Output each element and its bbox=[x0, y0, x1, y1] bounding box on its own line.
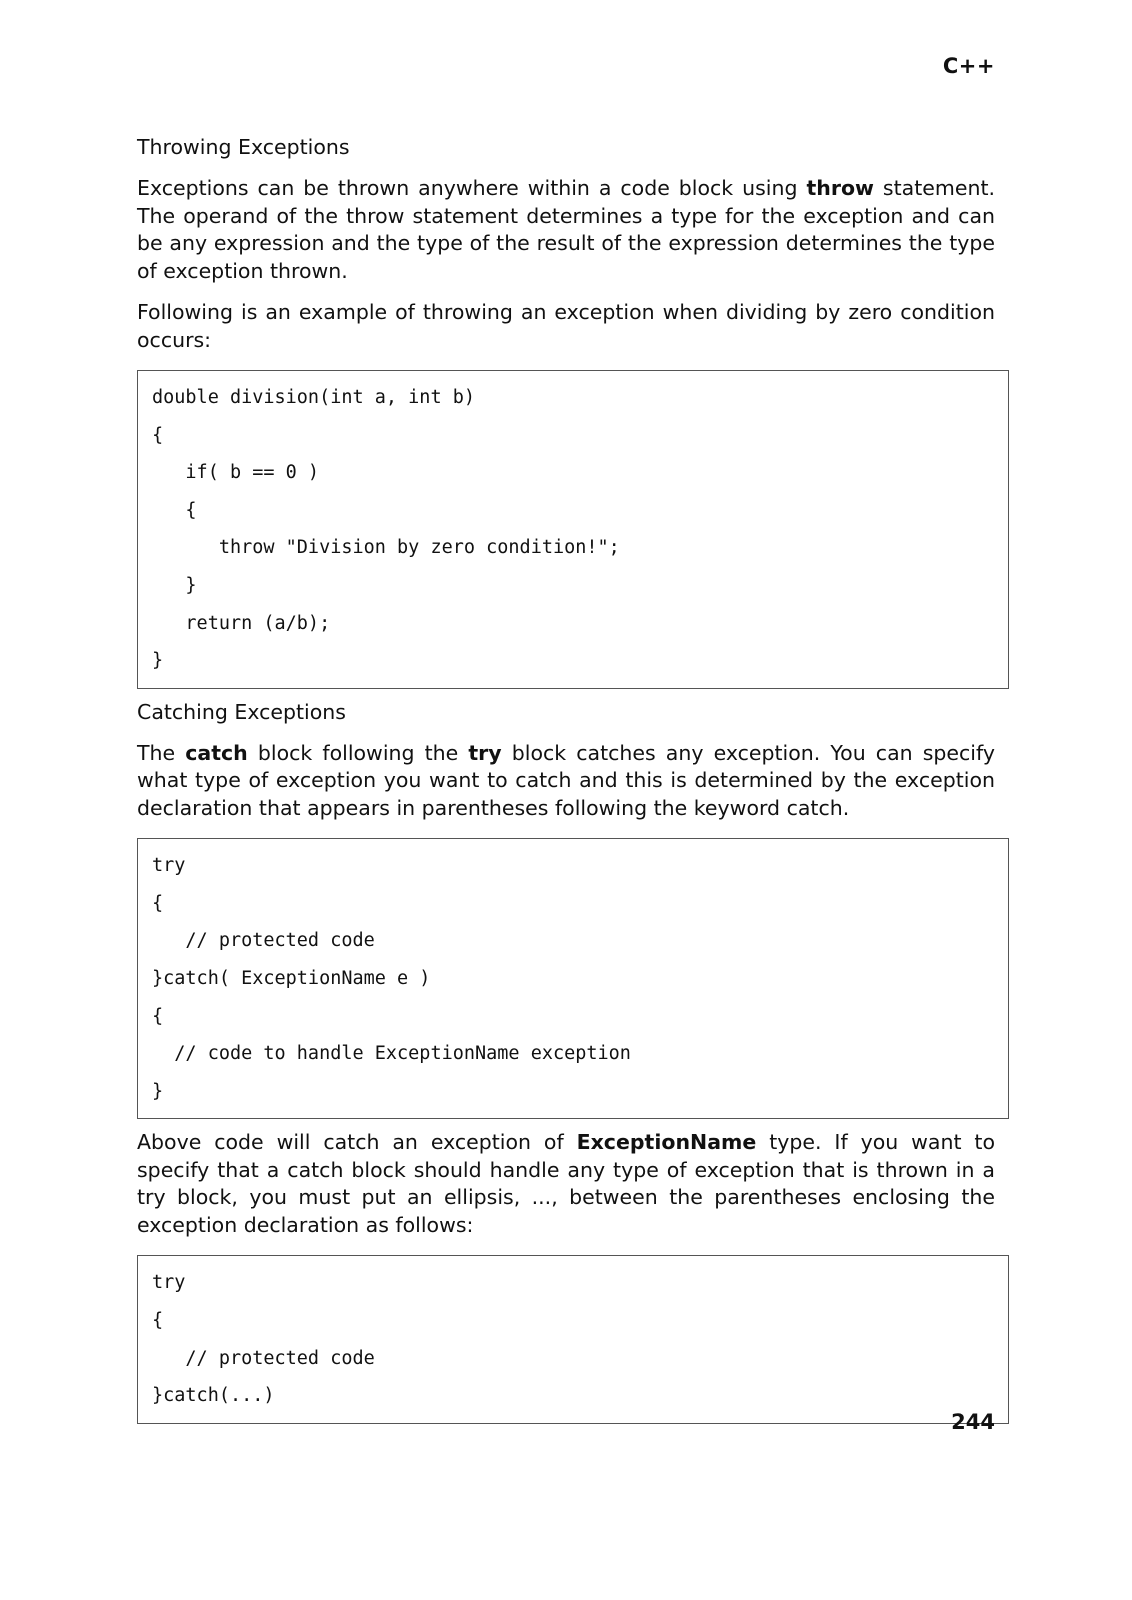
code-line: { bbox=[152, 424, 164, 446]
text-run: Exceptions can be thrown anywhere within a code block using bbox=[137, 176, 807, 200]
code-block-try-catch bbox=[137, 838, 1009, 1119]
code-line: { bbox=[152, 499, 197, 521]
text-run: type. If you want to specify that a catch block should handle any type of exception that is thrown in a try block, you must put an ellipsis, ..., between the parentheses enclosing the exception declaration as follows: bbox=[137, 1130, 995, 1237]
code-line: } bbox=[152, 1080, 164, 1102]
keyword-catch: catch bbox=[185, 740, 248, 765]
keyword-throw: throw bbox=[806, 176, 874, 200]
section-heading-throwing: Throwing Exceptions bbox=[137, 135, 350, 159]
keyword-try: try bbox=[468, 740, 502, 765]
text-run: The bbox=[137, 740, 186, 765]
text-run: block catches any exception. You can specify what type of exception you want to catch and this is determined by the exception declaration that appears in parentheses following the keyword catch. bbox=[137, 740, 995, 820]
code-line: try bbox=[152, 1272, 186, 1294]
throwing-paragraph-1 bbox=[137, 175, 995, 285]
catching-paragraph-2 bbox=[137, 1129, 995, 1239]
keyword-exceptionname: ExceptionName bbox=[576, 1130, 757, 1155]
page-body bbox=[137, 134, 995, 1434]
code-line: }catch( ExceptionName e ) bbox=[152, 968, 431, 990]
code-line: { bbox=[152, 892, 164, 914]
code-line: return (a/b); bbox=[152, 612, 331, 634]
code-line: }catch(...) bbox=[152, 1385, 275, 1407]
text-run: statement. The operand of the throw statement determines a type for the exception and can be any expression and the type of the result of the expression determines the type of exception thrown. bbox=[137, 176, 995, 283]
text-run: Above code will catch an exception of bbox=[137, 1130, 577, 1155]
text-run: block following the bbox=[247, 740, 469, 765]
code-line: // protected code bbox=[152, 930, 375, 952]
code-line: // code to handle ExceptionName exception bbox=[152, 1043, 631, 1065]
code-line: { bbox=[152, 1310, 164, 1331]
code-line: throw "Division by zero condition!"; bbox=[152, 537, 620, 559]
code-line: if( b == 0 ) bbox=[152, 462, 320, 484]
catching-paragraph-1 bbox=[137, 740, 995, 823]
code-line: { bbox=[152, 1005, 164, 1027]
code-line: } bbox=[152, 574, 197, 596]
code-block-catch-all bbox=[137, 1255, 1009, 1423]
code-line: double division(int a, int b) bbox=[152, 387, 476, 408]
code-block-division bbox=[137, 370, 1009, 689]
code-line: } bbox=[152, 650, 164, 672]
code-line: try bbox=[152, 855, 186, 877]
running-header: C++ bbox=[942, 54, 995, 78]
code-line: // protected code bbox=[152, 1347, 375, 1369]
section-heading-catching: Catching Exceptions bbox=[137, 699, 346, 724]
throwing-paragraph-2: Following is an example of throwing an exception when dividing by zero condition occurs: bbox=[137, 300, 995, 352]
page-number: 244 bbox=[951, 1410, 995, 1434]
